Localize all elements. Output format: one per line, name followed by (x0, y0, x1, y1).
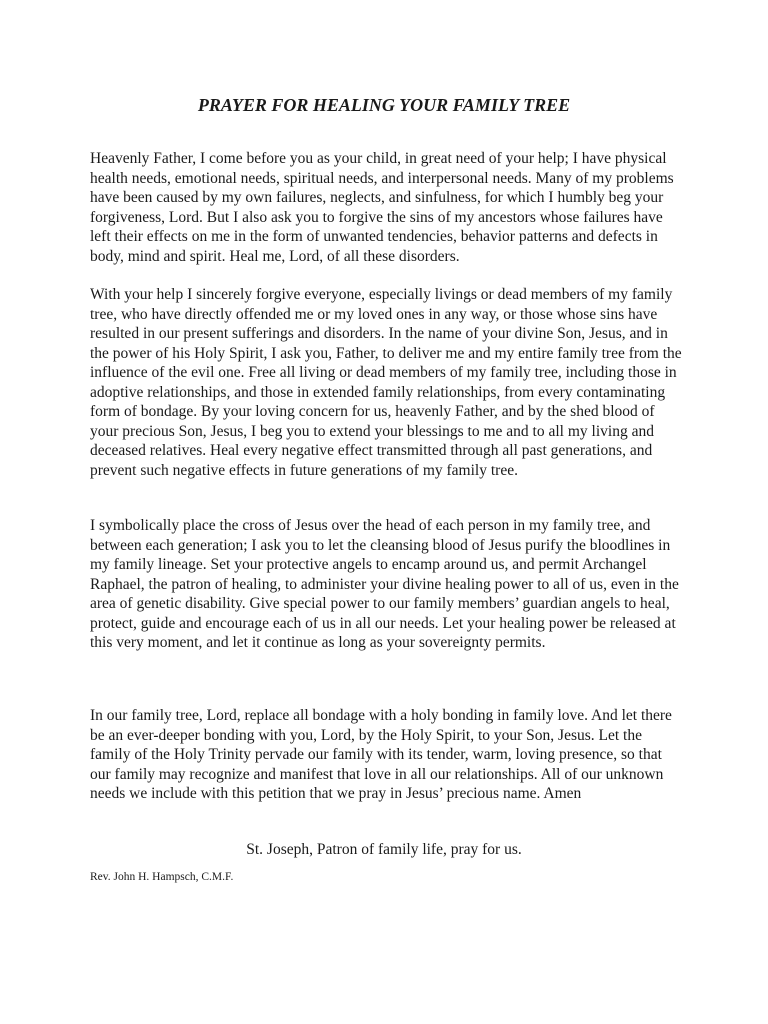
closing-invocation: St. Joseph, Patron of family life, pray for us. (246, 841, 522, 858)
author-signature: Rev. John H. Hampsch, C.M.F. (90, 871, 234, 883)
prayer-paragraph-2: With your help I sincerely forgive everyone, especially livings or dead members of my family tree, who have directly offended me or my loved ones in any way, or those whose sins have resulted in our present sufferings and disorders. In the name of your divine Son, Jesus, and in the power of his Holy Spirit, I ask you, Father, to deliver me and my entire family tree from the influence of the evil one. Free all living or dead members of my family tree, including those in adoptive relationships, and those in extended family relationships, from every contaminating form of bondage. By your loving concern for us, heavenly Father, and by the shed blood of your precious Son, Jesus, I beg you to extend your blessings to me and to all my living and deceased relatives. Heal every negative effect transmitted through all past generations, and prevent such negative effects in future generations of my family tree. (90, 286, 682, 479)
prayer-paragraph-1: Heavenly Father, I come before you as your child, in great need of your help; I have physical health needs, emotional needs, spiritual needs, and interpersonal needs. Many of my problems have been caused by my own failures, neglects, and sinfulness, for which I humbly beg your forgiveness, Lord. But I also ask you to forgive the sins of my ancestors whose failures have left their effects on me in the form of unwanted tendencies, behavior patterns and defects in body, mind and spirit. Heal me, Lord, of all these disorders. (90, 150, 674, 265)
document-title: PRAYER FOR HEALING YOUR FAMILY TREE (197, 95, 571, 115)
prayer-paragraph-4: In our family tree, Lord, replace all bondage with a holy bonding in family love. And let there be an ever-deeper bonding with you, Lord, by the Holy Spirit, to your Son, Jesus. Let the family of the Holy Trinity pervade our family with its tender, warm, loving presence, so that our family may recognize and manifest that love in all our relationships. All of our unknown needs we include with this petition that we pray in Jesus’ precious name. Amen (90, 707, 672, 802)
prayer-paragraph-3: I symbolically place the cross of Jesus over the head of each person in my family tree, and between each generation; I ask you to let the cleansing blood of Jesus purify the bloodlines in my family lineage. Set your protective angels to encamp around us, and permit Archangel Raphael, the patron of healing, to administer your divine healing power to all of us, even in the area of genetic disability. Give special power to our family members’ guardian angels to heal, protect, guide and encourage each of us in all our needs. Let your healing power be released at this very moment, and let it continue as long as your sovereignty permits. (90, 517, 679, 651)
